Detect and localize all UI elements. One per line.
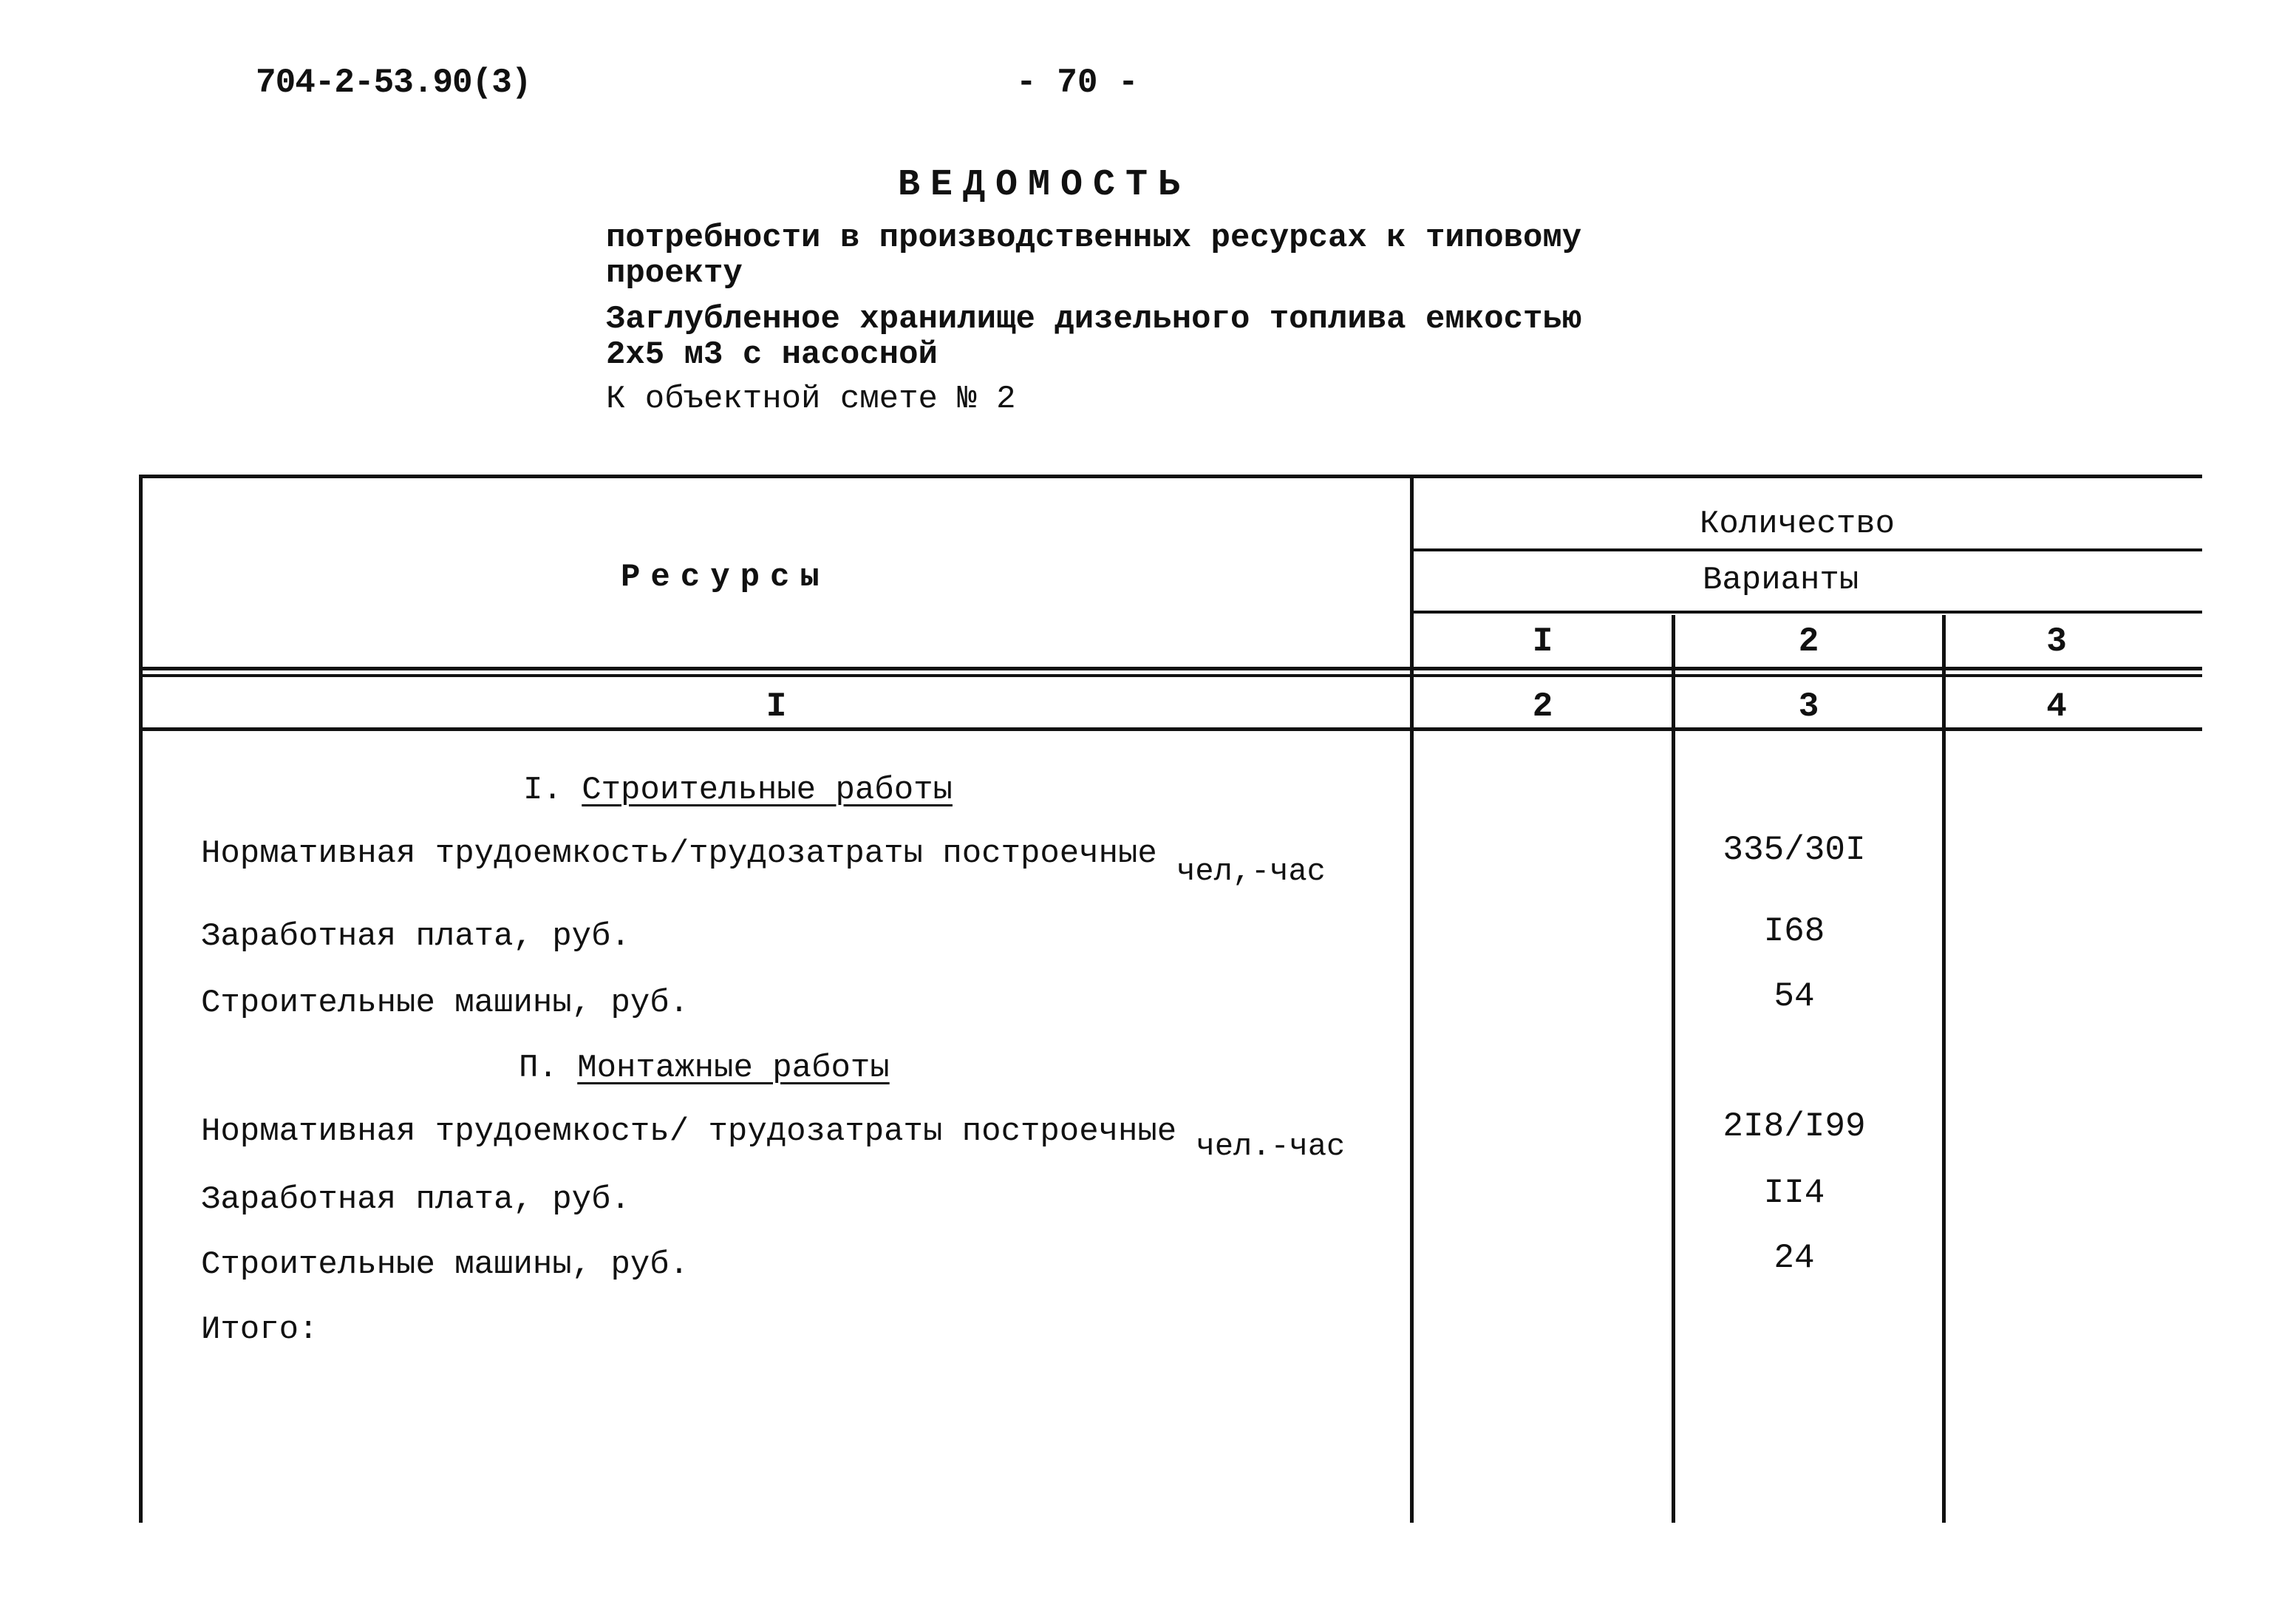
column-numbers-bottom-line xyxy=(140,727,2202,731)
subtitle-purpose: потребности в производственных ресурсах к типовому проекту xyxy=(606,220,1582,292)
section-2-heading xyxy=(519,1050,890,1087)
section-1-heading xyxy=(523,772,953,809)
variant-label-3: 3 xyxy=(2046,622,2067,661)
header-bottom-line-1 xyxy=(140,667,2202,670)
header-variants: Варианты xyxy=(1703,562,1859,599)
row-unit: чел.-час xyxy=(1196,1129,1346,1164)
column-number-4: 4 xyxy=(2046,687,2067,726)
variant-label-1: I xyxy=(1532,622,1553,661)
header-quantity: Количество xyxy=(1700,506,1895,543)
table-row-s1-machines: Строительные машины, руб. xyxy=(201,985,689,1022)
document-code: 704-2-53.90(3) xyxy=(256,64,531,102)
table-row-s2-labor xyxy=(201,1113,1346,1164)
page-number: - 70 - xyxy=(1016,64,1139,102)
column-divider-2 xyxy=(1672,615,1675,1523)
section-2-number: П. xyxy=(519,1050,558,1087)
header-bottom-line-2 xyxy=(140,674,2202,677)
row-unit: чел,-час xyxy=(1176,854,1326,889)
header-resources: Ресурсы xyxy=(621,559,830,596)
section-1-title: Строительные работы xyxy=(582,772,953,809)
table-left-border xyxy=(139,475,143,1523)
table-row-s2-wages: Заработная плата, руб. xyxy=(201,1181,630,1218)
document-title: ВЕДОМОСТЬ xyxy=(898,164,1191,206)
value-s2-wages: II4 xyxy=(1763,1174,1825,1212)
variants-underline xyxy=(1413,611,2202,614)
quantity-underline xyxy=(1413,548,2202,551)
column-number-2: 2 xyxy=(1532,687,1553,726)
table-top-border xyxy=(140,475,2202,478)
value-s1-wages: I68 xyxy=(1763,912,1825,951)
section-1-number: I. xyxy=(523,772,562,809)
section-2-title: Монтажные работы xyxy=(577,1050,890,1087)
table-row-s2-machines: Строительные машины, руб. xyxy=(201,1246,689,1283)
column-number-3: 3 xyxy=(1798,687,1819,726)
subtitle-project: Заглубленное хранилище дизельного топлива емкостью 2x5 м3 с насосной xyxy=(606,301,1582,373)
row-label: Нормативная трудоемкость/трудозатраты построечные xyxy=(201,835,1157,872)
subtitle-estimate: К объектной смете № 2 xyxy=(606,381,1016,418)
table-row-s1-labor xyxy=(201,835,1326,889)
value-s1-machines: 54 xyxy=(1774,977,1815,1016)
table-row-s1-wages: Заработная плата, руб. xyxy=(201,918,630,955)
value-s2-labor: 2I8/I99 xyxy=(1723,1107,1866,1146)
row-label: Нормативная трудоемкость/ трудозатраты построечные xyxy=(201,1113,1177,1150)
column-divider-3 xyxy=(1942,615,1946,1523)
value-s2-machines: 24 xyxy=(1774,1239,1815,1277)
variant-label-2: 2 xyxy=(1798,622,1819,661)
value-s1-labor: 335/30I xyxy=(1723,831,1866,869)
column-number-1: I xyxy=(766,687,787,726)
total-label: Итого: xyxy=(201,1311,318,1348)
